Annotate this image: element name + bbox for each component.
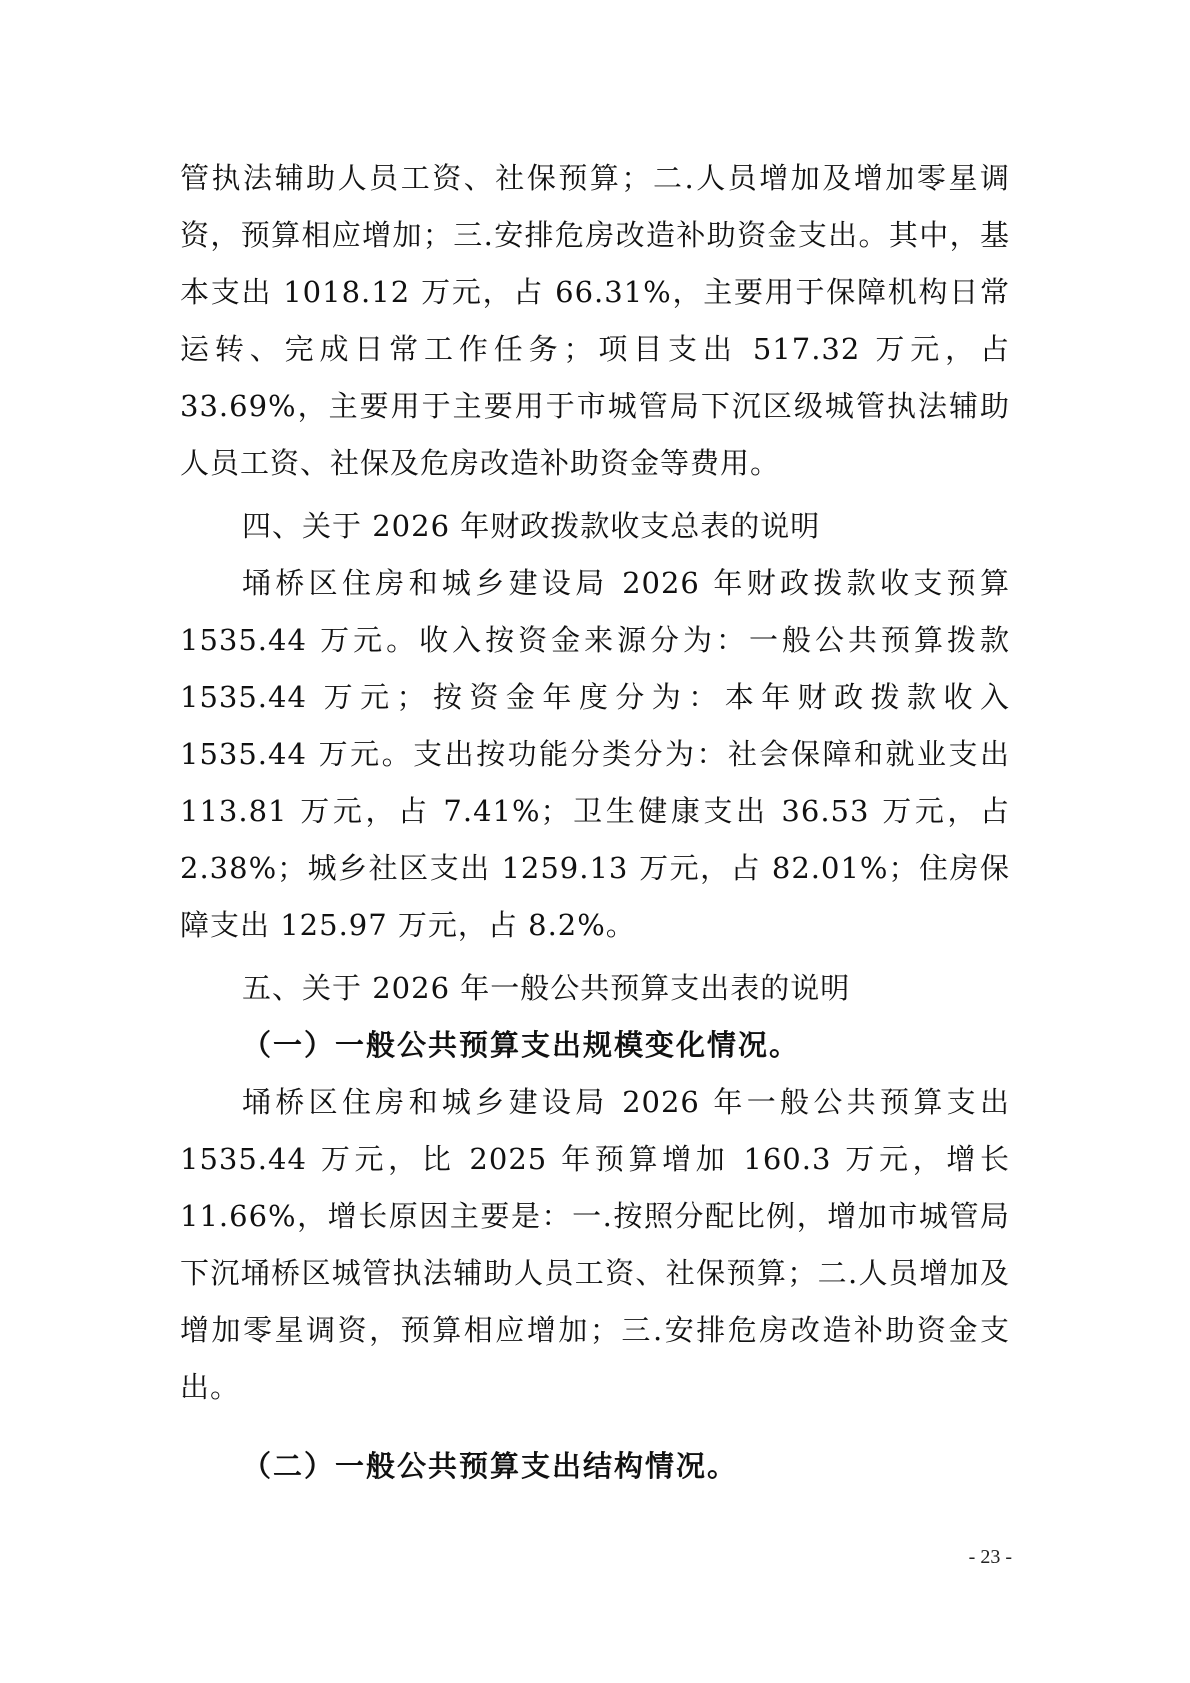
page-number: - 23 - (968, 1546, 1012, 1568)
paragraph-basic-and-project-expenditure: 管执法辅助人员工资、社保预算；二.人员增加及增加零星调资，预算相应增加；三.安排危房改造补助资金支出。其中，基本支出 1018.12 万元，占 66.31%，主要用于保障机构日常运转、完成日常工作任务；项目支出 517.32 万元，占 33.69%，主要用于主要用于市城管局下沉区级城管执法辅助人员工资、社保及危房改造补助资金等费用。 (180, 161, 1010, 480)
subsection-heading-1: （一）一般公共预算支出规模变化情况。 (242, 1028, 801, 1062)
paragraph-expenditure-scale-change: 埇桥区住房和城乡建设局 2026 年一般公共预算支出 1535.44 万元，比 2025 年预算增加 160.3 万元，增长 11.66%，增长原因主要是：一.按照分配比例，增加市城管局下沉埇桥区城管执法辅助人员工资、社保预算；二.人员增加及增加零星调资，预算相应增加；三.安排危房改造补助资金支出。 (180, 1085, 1010, 1404)
section-heading-5: 五、关于 2026 年一般公共预算支出表的说明 (242, 971, 851, 1005)
subsection-heading-2: （二）一般公共预算支出结构情况。 (242, 1449, 739, 1483)
page-content (180, 150, 1010, 1495)
paragraph-fiscal-appropriation-summary: 埇桥区住房和城乡建设局 2026 年财政拨款收支预算 1535.44 万元。收入按资金来源分为：一般公共预算拨款 1535.44 万元；按资金年度分为：本年财政拨款收入 1535.44 万元。支出按功能分类分为：社会保障和就业支出 113.81 万元，占 7.41%；卫生健康支出 36.53 万元，占 2.38%；城乡社区支出 1259.13 万元，占 82.01%；住房保障支出 125.97 万元，占 8.2%。 (180, 566, 1010, 942)
spacer (180, 1416, 1010, 1438)
section-heading-4: 四、关于 2026 年财政拨款收支总表的说明 (242, 509, 821, 543)
